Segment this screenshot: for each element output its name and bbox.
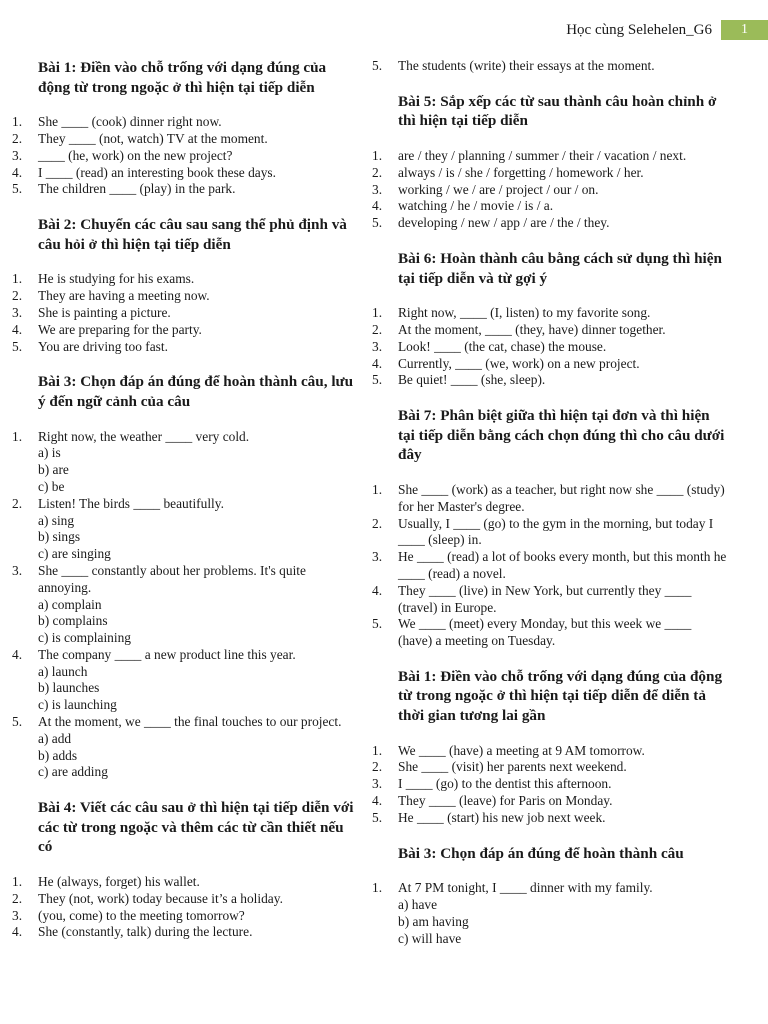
question-text: She is painting a picture. [38,304,171,320]
question-number: 4. [372,582,383,598]
question-text: The company ____ a new product line this year. [38,646,296,662]
question-item [12,647,356,714]
question-number: 5. [372,616,383,632]
question-body [38,563,356,647]
answer-option: c) be [38,478,65,494]
question-text: always / is / she / forgetting / homework / her. [398,164,644,180]
question-item [372,372,728,389]
question-text: They ____ (live) in New York, but currently they ____ (travel) in Europe. [398,582,692,615]
question-item [372,583,728,617]
question-number: 5. [372,809,383,825]
question-body [38,647,356,714]
question-item [372,616,728,650]
question-text: ____ (he, work) on the new project? [38,147,233,163]
question-body [398,810,728,827]
question-text: Usually, I ____ (go) to the gym in the morning, but today I ____ (sleep) in. [398,515,714,548]
answer-option: c) is complaining [38,630,131,646]
question-number: 1. [12,428,23,444]
question-text: are / they / planning / summer / their / vacation / next. [398,147,687,163]
question-text: They (not, work) today because it’s a holiday. [38,890,283,906]
question-text: developing / new / app / are / the / they. [398,215,610,231]
answer-option: b) launches [38,680,100,696]
question-item [372,482,728,516]
question-body [38,924,356,941]
exercise-list [12,271,356,355]
answer-option: b) adds [38,747,78,763]
exercise-list [12,874,356,941]
question-item [372,549,728,583]
exercise-list [372,880,728,947]
question-item [372,810,728,827]
question-text: He is studying for his exams. [38,271,195,287]
question-body [38,322,356,339]
question-text: Currently, ____ (we, work) on a new project. [398,355,640,371]
question-body [398,516,728,550]
question-item [12,891,356,908]
question-number: 4. [12,924,23,940]
question-body [38,181,356,198]
answer-option: a) is [38,445,61,461]
question-number: 3. [372,549,383,565]
question-body [398,165,728,182]
answer-option: a) add [38,730,72,746]
exercise-heading: Bài 3: Chọn đáp án đúng để hoàn thành câu, lưu ý đến ngữ cảnh của câu [38,373,354,410]
question-body [38,714,356,781]
question-body [398,148,728,165]
question-number: 3. [12,147,23,163]
exercise-list [372,743,728,827]
question-number: 3. [12,907,23,923]
question-number: 2. [12,130,23,146]
question-text: Right now, ____ (I, listen) to my favorite song. [398,305,651,321]
question-item [372,880,728,947]
question-text: She ____ constantly about her problems. It's quite annoying. [38,562,306,595]
answer-option: b) am having [398,913,469,929]
question-item [372,322,728,339]
question-number: 5. [372,215,383,231]
question-text: She (constantly, talk) during the lecture. [38,924,253,940]
question-text: They ____ (leave) for Paris on Monday. [398,793,613,809]
question-item [372,198,728,215]
answer-option: c) are singing [38,546,111,562]
question-number: 3. [372,338,383,354]
question-item [12,322,356,339]
question-body [38,496,356,563]
question-text: He (always, forget) his wallet. [38,874,200,890]
question-number: 3. [12,304,23,320]
answer-option: b) are [38,462,69,478]
question-item [372,516,728,550]
question-text: (you, come) to the meeting tomorrow? [38,907,245,923]
exercise-heading: Bài 3: Chọn đáp án đúng để hoàn thành câu [398,844,684,862]
question-number: 2. [12,288,23,304]
question-body [398,305,728,322]
question-body [398,356,728,373]
question-item [372,339,728,356]
question-text: She ____ (work) as a teacher, but right now she ____ (study) for her Master's degree. [398,481,725,514]
question-item [372,182,728,199]
question-body [398,743,728,760]
question-body [38,339,356,356]
exercise-heading: Bài 7: Phân biệt giữa thì hiện tại đơn và thì hiện tại tiếp diễn bằng cách chọn đúng thì cho câu dưới đây [398,407,725,464]
answer-option: c) are adding [38,764,108,780]
answer-option: a) have [398,897,438,913]
question-text: She ____ (cook) dinner right now. [38,114,222,130]
question-body [398,880,728,947]
question-item [372,215,728,232]
question-text: The children ____ (play) in the park. [38,181,236,197]
question-body [38,165,356,182]
question-number: 4. [12,646,23,662]
question-body [38,288,356,305]
question-body [38,131,356,148]
question-body [398,616,728,650]
question-item [12,131,356,148]
question-item [372,165,728,182]
question-body [398,793,728,810]
question-item [12,874,356,891]
question-item [12,305,356,322]
question-number: 1. [372,147,383,163]
question-body [398,215,728,232]
question-number: 1. [372,305,383,321]
question-body [398,198,728,215]
question-body [398,58,728,75]
exercise-list [372,148,728,232]
question-number: 5. [372,58,383,73]
question-item [12,288,356,305]
question-body [38,305,356,322]
question-item [372,58,728,75]
question-item [372,148,728,165]
question-number: 1. [12,271,23,287]
answer-option: b) sings [38,529,81,545]
answer-option: c) will have [398,930,462,946]
question-number: 2. [12,890,23,906]
question-body [398,549,728,583]
exercise-heading: Bài 4: Viết các câu sau ở thì hiện tại tiếp diễn với các từ trong ngoặc và thêm các từ cần thiết nếu có [38,799,354,856]
question-body [398,776,728,793]
question-number: 2. [372,164,383,180]
answer-option: b) complains [38,613,108,629]
question-text: Be quiet! ____ (she, sleep). [398,372,546,388]
question-item [12,924,356,941]
question-item [372,743,728,760]
question-text: They ____ (not, watch) TV at the moment. [38,130,268,146]
page-number-badge: 1 [721,20,768,40]
answer-option: a) complain [38,596,102,612]
question-item [372,759,728,776]
question-text: Listen! The birds ____ beautifully. [38,495,224,511]
question-number: 5. [372,372,383,388]
left-column [12,58,356,958]
question-body [398,583,728,617]
question-number: 4. [372,793,383,809]
question-text: The students (write) their essays at the moment. [398,58,655,73]
question-item [372,776,728,793]
exercise-heading: Bài 6: Hoàn thành câu bằng cách sử dụng thì hiện tại tiếp diễn và từ gợi ý [398,249,722,287]
question-number: 4. [372,355,383,371]
question-number: 1. [372,481,383,497]
question-item [12,271,356,288]
question-item [12,496,356,563]
question-body [38,429,356,496]
question-body [398,759,728,776]
question-item [12,714,356,781]
question-number: 3. [372,776,383,792]
question-item [12,114,356,131]
question-number: 3. [372,181,383,197]
question-text: At 7 PM tonight, I ____ dinner with my family. [398,880,653,896]
question-body [398,339,728,356]
question-text: He ____ (read) a lot of books every month, but this month he ____ (read) a novel. [398,549,727,581]
question-body [398,182,728,199]
question-text: We are preparing for the party. [38,321,202,337]
question-item [12,339,356,356]
exercise-heading: Bài 2: Chuyển các câu sau sang thể phủ định và câu hỏi ở thì hiện tại tiếp diễn [38,216,347,253]
question-item [12,165,356,182]
header-title: Học cùng Selehelen_G6 [566,21,712,38]
question-item [12,148,356,165]
question-body [38,148,356,165]
question-body [38,891,356,908]
question-number: 1. [12,874,23,890]
question-number: 2. [372,515,383,531]
question-text: She ____ (visit) her parents next weekend. [398,759,627,775]
question-number: 2. [372,321,383,337]
answer-option: c) is launching [38,697,117,713]
question-item [12,563,356,647]
exercise-list [372,305,728,389]
question-text: Look! ____ (the cat, chase) the mouse. [398,338,607,354]
answer-option: a) launch [38,663,88,679]
question-text: At the moment, we ____ the final touches to our project. [38,714,342,730]
question-text: We ____ (have) a meeting at 9 AM tomorrow. [398,742,645,758]
question-text: We ____ (meet) every Monday, but this week we ____ (have) a meeting on Tuesday. [398,616,692,649]
question-number: 2. [372,759,383,775]
question-number: 1. [12,114,23,130]
exercise-heading: Bài 5: Sắp xếp các từ sau thành câu hoàn chỉnh ở thì hiện tại tiếp diễn [398,92,717,130]
exercise-list [372,58,728,75]
page-header [566,20,768,40]
question-text: Right now, the weather ____ very cold. [38,428,250,444]
question-number: 5. [12,181,23,197]
question-body [38,908,356,925]
question-number: 4. [12,164,23,180]
question-number: 5. [12,338,23,354]
right-column [372,58,728,964]
question-number: 4. [372,198,383,214]
question-body [398,482,728,516]
answer-option: a) sing [38,512,75,528]
question-item [372,793,728,810]
exercise-heading: Bài 1: Điền vào chỗ trống với dạng đúng của động từ trong ngoặc ở thì hiện tại tiếp diễn [38,59,327,96]
question-text: You are driving too fast. [38,338,168,354]
question-body [398,372,728,389]
question-body [398,322,728,339]
question-number: 4. [12,321,23,337]
question-body [38,114,356,131]
question-item [12,429,356,496]
question-body [38,271,356,288]
question-number: 5. [12,714,23,730]
question-text: watching / he / movie / is / a. [398,198,554,214]
question-item [12,908,356,925]
question-text: They are having a meeting now. [38,288,210,304]
question-number: 1. [372,742,383,758]
question-text: I ____ (read) an interesting book these days. [38,164,276,180]
question-body [38,874,356,891]
question-text: He ____ (start) his new job next week. [398,809,606,825]
question-text: I ____ (go) to the dentist this afternoon. [398,776,612,792]
question-item [372,356,728,373]
question-text: At the moment, ____ (they, have) dinner together. [398,321,666,337]
question-item [12,181,356,198]
question-number: 1. [372,880,383,896]
exercise-list [12,114,356,198]
exercise-list [372,482,728,650]
question-number: 3. [12,562,23,578]
question-number: 2. [12,495,23,511]
question-text: working / we / are / project / our / on. [398,181,599,197]
exercise-heading: Bài 1: Điền vào chỗ trống với dạng đúng của động từ trong ngoặc ở thì hiện tại tiếp diễn để diễn tả thời gian tương lai gần [398,667,723,725]
exercise-list [12,429,356,782]
question-item [372,305,728,322]
